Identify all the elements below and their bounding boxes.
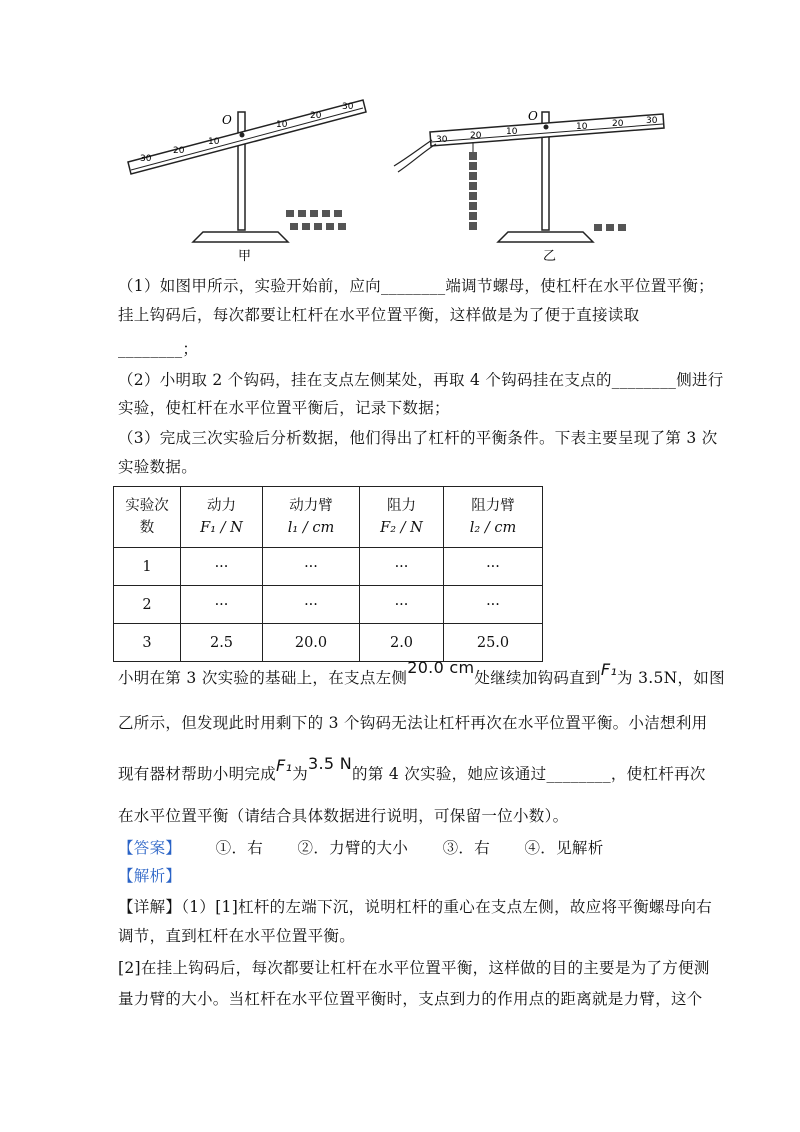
q1-line1: （1）如图甲所示，实验开始前，应向________端调节螺母，使杠杆在水平位置平衡； [118, 277, 714, 295]
svg-text:20: 20 [310, 111, 322, 121]
svg-text:10: 10 [576, 122, 588, 132]
table-row [114, 548, 543, 586]
table-cell: ··· [444, 548, 543, 586]
paragraph-text: 为 [292, 765, 309, 783]
svg-text:30: 30 [436, 135, 448, 145]
paragraph-line2: 乙所示，但发现此时用剩下的 3 个钩码无法让杠杆再次在水平位置平衡。小洁想利用 [118, 714, 708, 732]
svg-text:30: 30 [342, 102, 354, 112]
q2-line1: （2）小明取 2 个钩码，挂在支点左侧某处，再取 4 个钩码挂在支点的________侧进行 [118, 371, 724, 389]
answer-item: ②．力臂的大小 [297, 839, 409, 857]
table-header-cell: 阻力 F₂ / N [360, 487, 444, 548]
table-header-cell: 阻力臂 l₂ / cm [444, 487, 543, 548]
lever-right [394, 109, 664, 242]
lever-left [128, 100, 366, 242]
paragraph-line4: 在水平位置平衡（请结合具体数据进行说明，可保留一位小数）。 [118, 807, 569, 825]
analysis-text: （1）[1]杠杆的左端下沉，说明杠杆的重心在支点左侧，故应将平衡螺母向右 [181, 898, 713, 916]
table-header-row [114, 487, 543, 548]
answer-item: ③．右 [442, 839, 491, 857]
table-cell: 25.0 [444, 624, 543, 662]
table-cell: ··· [263, 586, 360, 624]
paragraph-text: 小明在第 3 次实验的基础上，在支点左侧 [118, 669, 408, 687]
analysis-line2: 调节，直到杠杆在水平位置平衡。 [118, 927, 356, 945]
answer-item: ①．右 [215, 839, 264, 857]
formula-distance: 20.0 cm [407, 658, 475, 677]
formula-force: 3.5 N [308, 754, 353, 773]
table-cell: ··· [263, 548, 360, 586]
table-cell: ··· [181, 586, 263, 624]
table-cell: 2.5 [181, 624, 263, 662]
pivot-label-right: O [528, 109, 538, 123]
detail-label: 【详解】 [118, 898, 182, 916]
table-cell: 2.0 [360, 624, 444, 662]
q3-line1: （3）完成三次实验后分析数据，他们得出了杠杆的平衡条件。下表主要呈现了第 3 次 [118, 429, 718, 447]
table-cell: 1 [114, 548, 181, 586]
svg-text:10: 10 [276, 120, 288, 130]
paragraph-line1 [118, 658, 725, 688]
answer-label: 【答案】 [118, 839, 182, 857]
formula-f1: F₁ [276, 756, 293, 775]
pivot-label-left: O [222, 113, 232, 127]
svg-text:10: 10 [506, 127, 518, 137]
table-row [114, 624, 543, 662]
table-row [114, 586, 543, 624]
answer-item: ④．见解析 [524, 839, 604, 857]
table-header-cell: 实验次 数 [114, 487, 181, 548]
table-cell: 2 [114, 586, 181, 624]
analysis-line4: 量力臂的大小。当杠杆在水平位置平衡时，支点到力的作用点的距离就是力臂，这个 [118, 990, 703, 1008]
table-cell: ··· [360, 586, 444, 624]
q1-line2: 挂上钩码后，每次都要让杠杆在水平位置平衡，这样做是为了便于直接读取 [118, 306, 640, 324]
q1-line3: ________； [118, 340, 199, 358]
svg-text:20: 20 [173, 146, 185, 156]
analysis-line3: [2]在挂上钩码后，每次都要让杠杆在水平位置平衡，这样做的目的主要是为了方便测 [118, 959, 710, 977]
paragraph-text: 的第 4 次实验，她应该通过________，使杠杆再次 [352, 765, 706, 783]
data-table [113, 486, 543, 662]
svg-text:20: 20 [470, 131, 482, 141]
paragraph-line3 [118, 754, 706, 784]
formula-f1: F₁ [600, 660, 618, 679]
table-cell: 3 [114, 624, 181, 662]
figure-label-right: 乙 [543, 249, 557, 264]
analysis-label: 【解析】 [118, 867, 182, 885]
answer-line [118, 838, 604, 858]
table-header-cell: 动力 F₁ / N [181, 487, 263, 548]
paragraph-text: 为 3.5N，如图 [617, 669, 725, 687]
q2-line2: 实验，使杠杆在水平位置平衡后，记录下数据； [118, 399, 450, 417]
table-header-cell: 动力臂 l₁ / cm [263, 487, 360, 548]
table-cell: ··· [444, 586, 543, 624]
paragraph-text: 现有器材帮助小明完成 [118, 765, 277, 783]
svg-text:10: 10 [208, 137, 220, 147]
table-cell: 20.0 [263, 624, 360, 662]
analysis-line1 [118, 897, 712, 917]
q3-line2: 实验数据。 [118, 458, 198, 476]
table-cell: ··· [360, 548, 444, 586]
svg-text:20: 20 [612, 119, 624, 129]
lever-figure [118, 92, 678, 272]
paragraph-text: 处继续加钩码直到 [474, 669, 601, 687]
svg-text:30: 30 [140, 154, 152, 164]
table-cell: ··· [181, 548, 263, 586]
figure-label-left: 甲 [238, 249, 252, 264]
lever-diagram [118, 92, 678, 272]
svg-text:30: 30 [646, 116, 658, 126]
